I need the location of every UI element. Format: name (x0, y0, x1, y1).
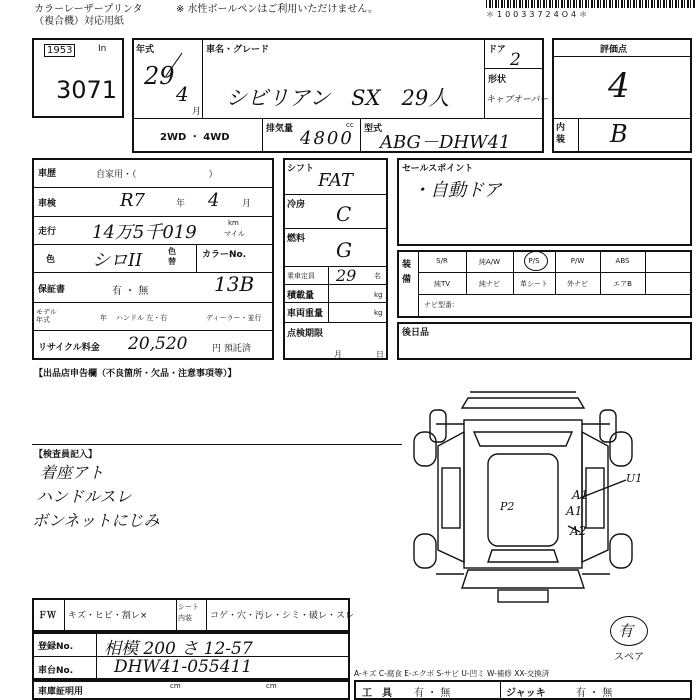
lot-number: 3071 (56, 76, 118, 104)
door-label: ドア (488, 45, 506, 55)
equip-power-window: P/W (570, 257, 585, 265)
mileage-unit-mile: マイル (224, 230, 245, 238)
door-value: 2 (510, 50, 521, 70)
mileage-label: 走行 (38, 227, 57, 237)
equip-power-steering: P/S (528, 257, 540, 265)
pen-note: ※ 水性ボールペンはご利用いただけません。 (176, 4, 378, 15)
spare-label: スペア (614, 652, 644, 663)
serial-number: ＊10033724O4＊ (486, 10, 591, 19)
capacity-value: 29 (336, 266, 357, 285)
handle-label: ハンドル 左・右 (116, 314, 168, 322)
shaken-month-unit: 月 (242, 199, 252, 209)
retrofit-label: 後日品 (402, 328, 430, 338)
registration-label: 登録No. (38, 642, 74, 652)
equip-leather: 革シート (520, 280, 548, 288)
inspector-note-1: 着座アト (40, 463, 105, 482)
mark-u1: U1 (626, 472, 643, 485)
color-value: シロII (92, 250, 143, 271)
warranty-value: 有 ・ 無 (112, 286, 149, 297)
cert-cm-2: cm (266, 682, 277, 690)
lot-in-label: In (98, 44, 107, 54)
shape-label: 形状 (488, 75, 507, 85)
interior-value: B (610, 120, 628, 148)
equipment-label: 装備 (402, 260, 412, 285)
seat-value: コゲ・穴・汚レ・シミ・破レ・スレ (210, 611, 355, 621)
mark-a1-lower: A1 (566, 504, 583, 518)
mileage-value: 14万5千019 (92, 222, 197, 243)
color-no-value: 13B (214, 272, 255, 296)
displacement-value: 4800 (300, 128, 354, 149)
model-value: ABG－DHW41 (380, 132, 511, 153)
shaken-year-unit: 年 (176, 199, 186, 209)
color-change-label: 色替 (168, 247, 176, 266)
year-label: 年式 (136, 45, 155, 55)
shaken-month: 4 (208, 190, 220, 211)
lot-year-tag: 1953 (44, 44, 75, 57)
fw-label: ＦＷ (38, 611, 57, 621)
spare-mark: 有 (618, 622, 634, 640)
inspect-label: 点検期限 (287, 329, 324, 339)
score-label: 評価点 (600, 45, 628, 55)
damage-legend: A-キズ C-腐食 E-エクボ S-サビ U-凹ミ W-補修 XX-交換済 (354, 669, 550, 678)
month-unit: 月 (192, 107, 202, 117)
equip-airbag: エアB (613, 280, 632, 288)
navi-model-label: ナビ型番： (424, 301, 459, 309)
color-no-label: カラーNo. (202, 250, 247, 260)
mileage-unit-km: km (228, 219, 239, 227)
capacity-label: 乗車定員 (287, 272, 315, 280)
fw-value: キズ・ヒビ・割レ× (68, 611, 148, 621)
equip-tv: 純TV (433, 280, 451, 288)
ac-label: 冷房 (287, 200, 306, 210)
fuel-value: G (336, 238, 352, 262)
sales-point-label: セールスポイント (402, 164, 474, 174)
cert-cm-1: cm (170, 682, 181, 690)
capacity-unit: 名 (374, 272, 381, 280)
equip-ps-circle (524, 251, 548, 271)
paper-type-line1: カラーレーザープリンタ (34, 4, 143, 15)
load-label: 積載量 (287, 291, 315, 301)
jack-label: ジャッキ (506, 688, 546, 699)
inspector-note-2: ハンドルスレ (36, 487, 132, 506)
model-year-label: モデル年式 (36, 308, 57, 324)
retrofit-box (397, 322, 692, 360)
displacement-unit: cc (346, 121, 354, 129)
shift-label: シフト (287, 164, 315, 174)
chassis-value: DHW41-055411 (114, 657, 253, 677)
history-value: 自家用・（ ） (96, 170, 218, 180)
seat-label: シート内装 (178, 603, 199, 622)
shape-value: キャブオーバー (486, 95, 549, 105)
sales-point-text: ・自動ドア (412, 180, 502, 201)
interior-label: 内装 (556, 123, 566, 145)
barcode (486, 0, 696, 8)
mark-p2: P2 (500, 500, 515, 513)
inspector-label: 【検査員記入】 (34, 450, 98, 460)
exhibitor-note-label: 【出品店申告欄（不良箇所・欠品・注意事項等）】 (34, 369, 237, 379)
equip-navi: 純ナビ (479, 280, 500, 288)
tools-label: 工 具 (362, 688, 392, 699)
color-label: 色 (46, 255, 56, 265)
fuel-label: 燃料 (287, 234, 306, 244)
recycle-value: 20,520 (128, 334, 188, 354)
inspector-note-3: ボンネットにじみ (32, 511, 160, 530)
mark-a1-upper: A1 (572, 488, 589, 502)
score-value: 4 (608, 66, 630, 106)
equip-abs: ABS (615, 257, 630, 265)
drive-label: 2WD ・ 4WD (160, 132, 230, 143)
year-value: 29 (144, 62, 175, 90)
shaken-label: 車検 (38, 199, 57, 209)
load-unit: kg (374, 291, 383, 299)
garage-cert-label: 車庫証明用 (38, 687, 84, 697)
model-label: 型式 (364, 124, 383, 134)
mark-a2: A2 (570, 524, 587, 538)
shift-value: FAT (318, 170, 353, 191)
equip-aftermarket-navi: 外ナビ (567, 280, 588, 288)
displacement-label: 排気量 (266, 124, 294, 134)
dealer-label: ディーラー・並行 (206, 314, 262, 322)
registration-value: 相模 200 さ 12-57 (104, 639, 253, 659)
chassis-label: 車台No. (38, 666, 74, 676)
tools-value: 有 ・ 無 (414, 688, 451, 699)
inspect-month: 月 (334, 350, 342, 359)
jack-value: 有 ・ 無 (576, 688, 613, 699)
equip-sunroof: S/R (436, 257, 448, 265)
recycle-unit: 円 預託済 (212, 344, 251, 354)
month-value: 4 (176, 82, 189, 106)
model-year-unit: 年 (100, 314, 107, 322)
weight-label: 車両重量 (287, 309, 324, 319)
paper-type-line2: （複合機）対応用紙 (34, 16, 124, 27)
warranty-label: 保証書 (38, 285, 66, 295)
ac-value: C (336, 202, 352, 226)
equip-alloy-wheel: 純A/W (478, 258, 501, 266)
inspect-day: 日 (376, 350, 384, 359)
history-label: 車歴 (38, 169, 57, 179)
shaken-era: R7 (120, 190, 146, 211)
name-label: 車名・グレード (206, 45, 270, 55)
recycle-label: リサイクル料金 (38, 343, 100, 353)
weight-unit: kg (374, 309, 383, 317)
vehicle-name: シビリアン SX 29人 (226, 86, 450, 110)
vehicle-diagram (408, 384, 638, 606)
